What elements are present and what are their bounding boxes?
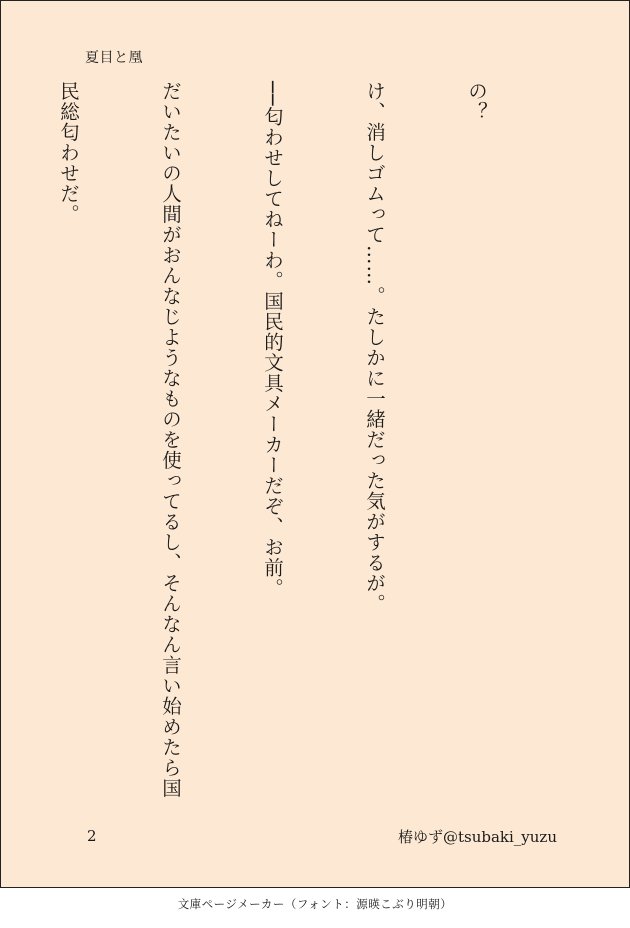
chapter-title: 夏目と凰 (85, 50, 143, 66)
text-line: け、消しゴムって……。たしかに一緒だった気がするが。 (363, 81, 386, 614)
vertical-body-text (0, 81, 561, 801)
text-line: 民総匂わせだ。 (57, 81, 80, 225)
text-line: の？ (465, 81, 488, 122)
generator-footer: 文庫ページメーカー（フォント：源暎こぶり明朝） (177, 897, 453, 911)
text-line: ──匂わせしてねーわ。国民的文具メーカーだぞ、お前。 (261, 81, 284, 599)
page-number: 2 (87, 827, 97, 845)
text-line: だいたいの人間がおんなじようなものを使ってるし、そんなん言い始めたら国 (159, 81, 182, 799)
author-credit: 椿ゆず@tsubaki_yuzu (397, 828, 557, 846)
